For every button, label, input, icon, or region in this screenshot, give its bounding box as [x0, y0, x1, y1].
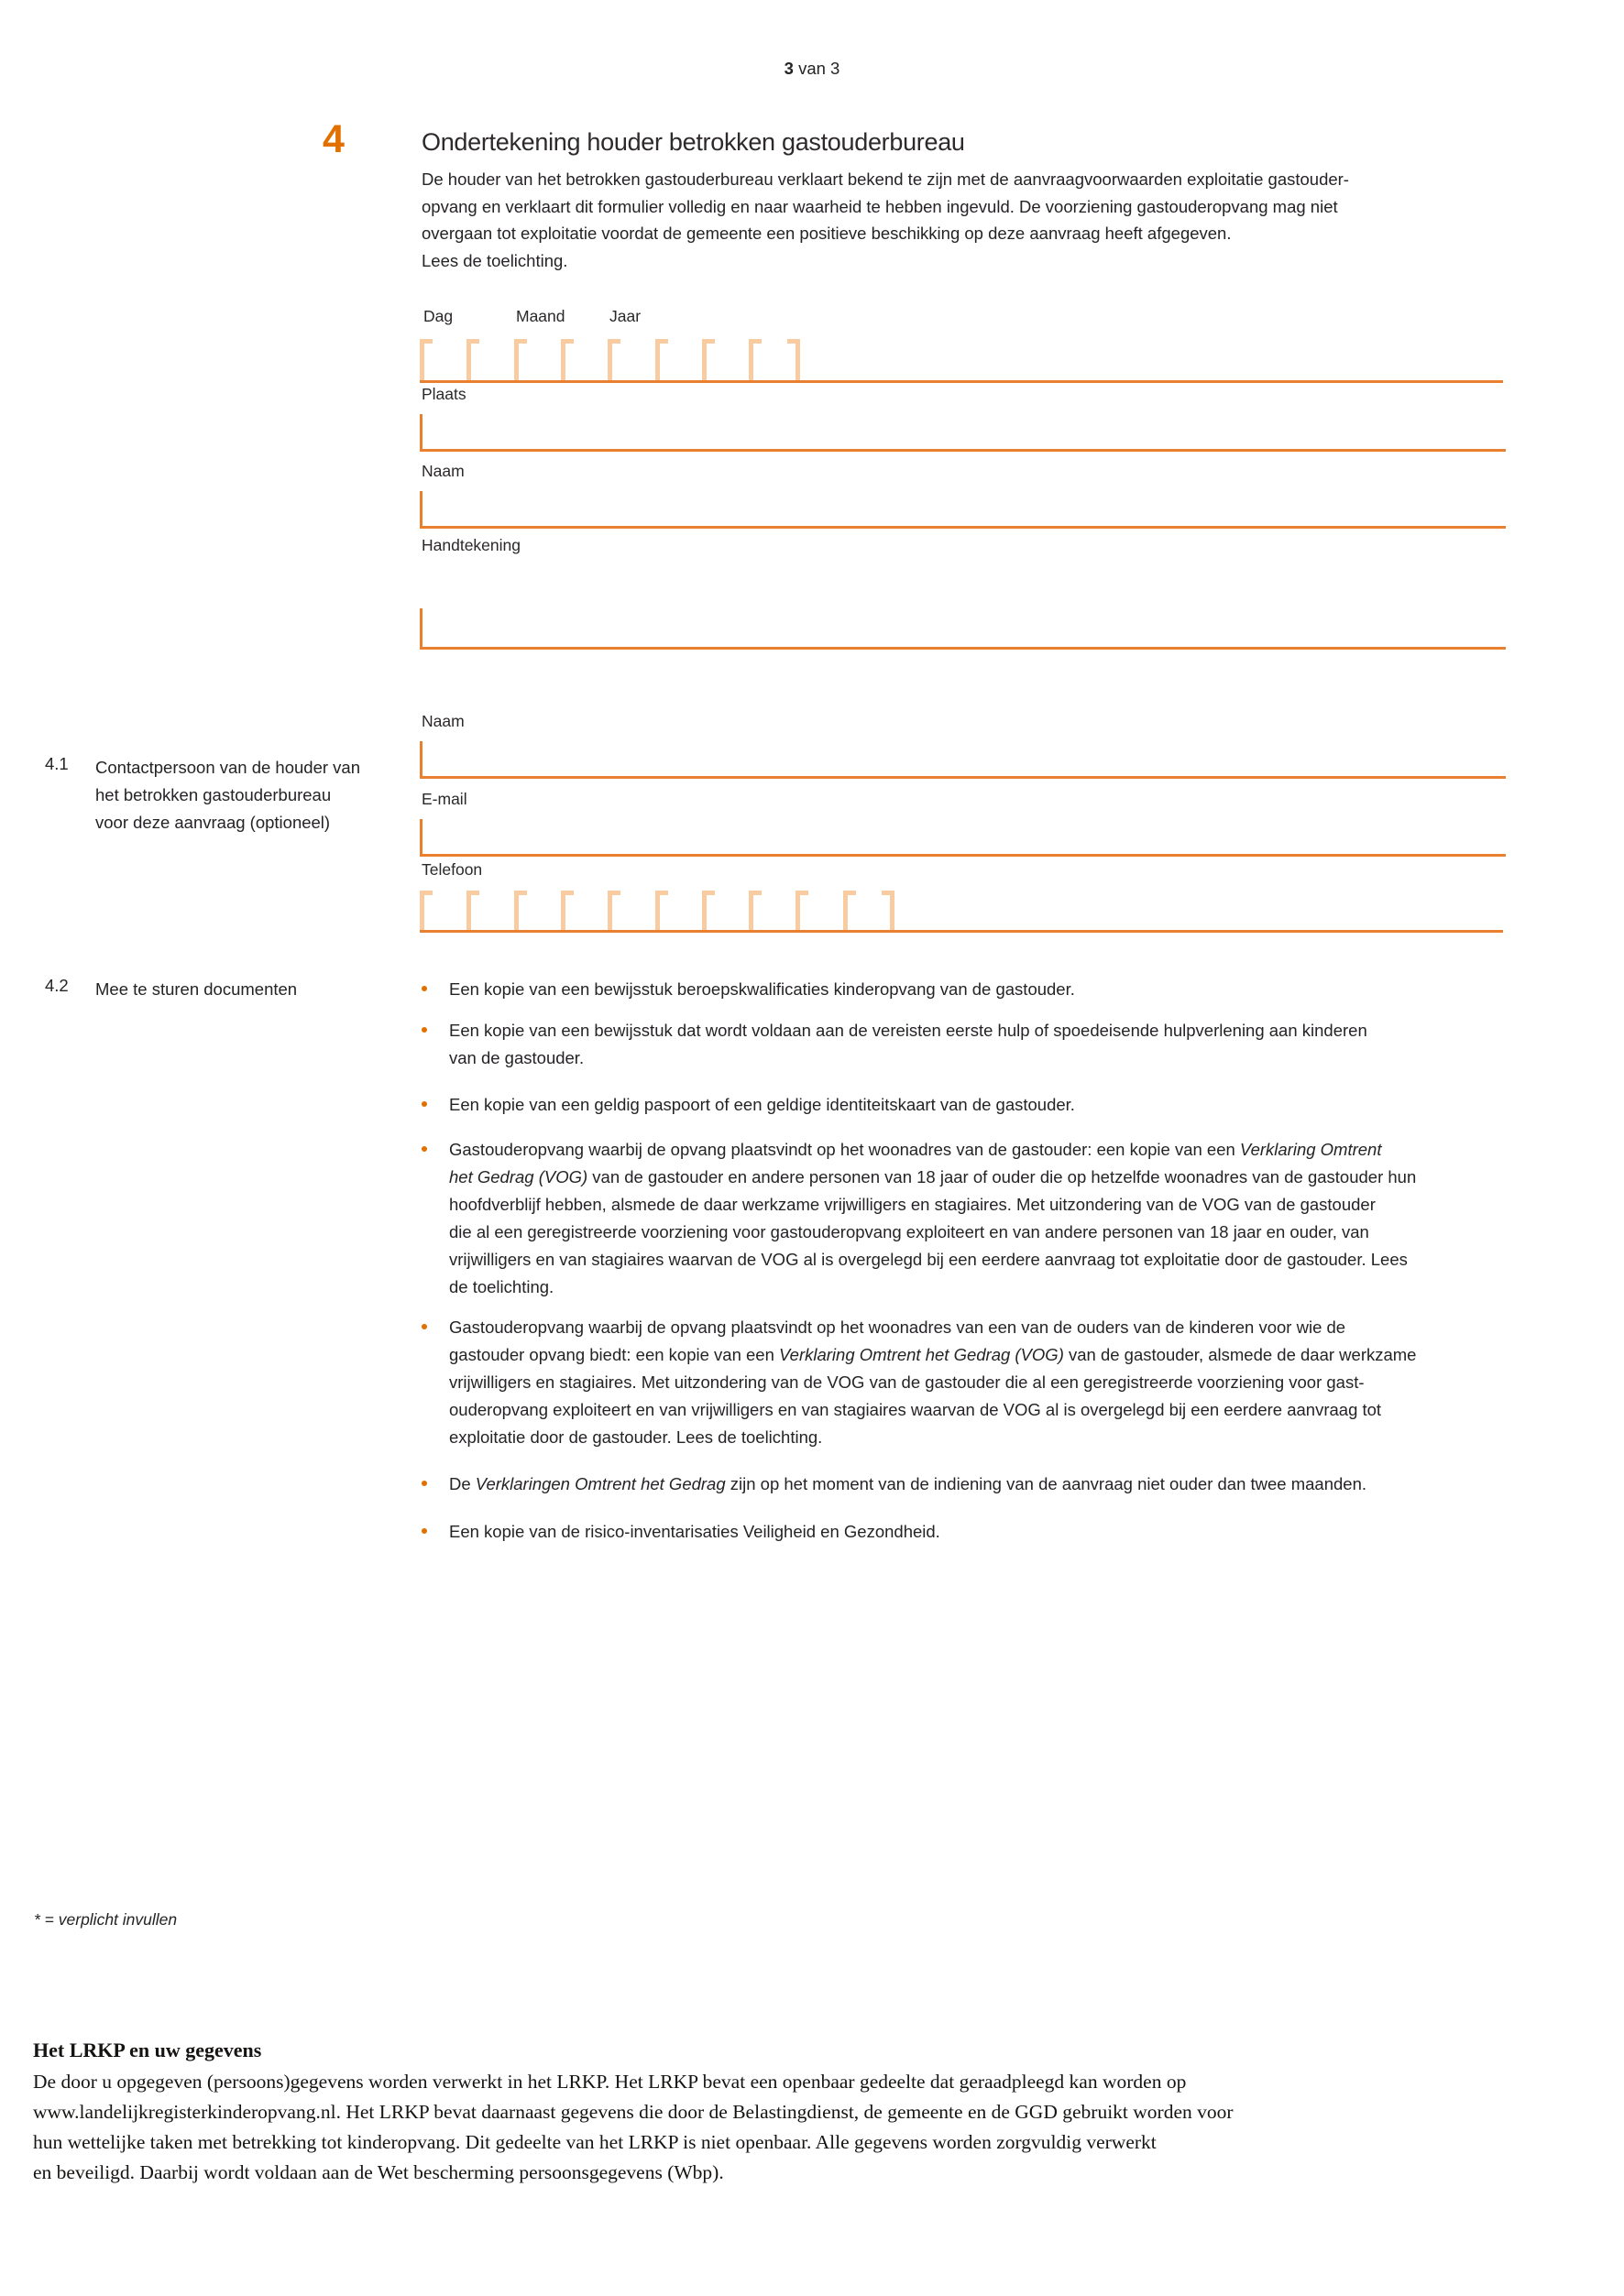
page-number-total: 3	[830, 59, 840, 78]
date-month-label: Maand	[516, 307, 565, 325]
page-number-current: 3	[784, 59, 794, 78]
section-4-number: 4	[323, 117, 344, 161]
naam-input[interactable]	[420, 491, 1506, 529]
contact-naam-label: Naam	[422, 712, 465, 730]
document-bullet-1: Een kopie van een bewijsstuk beroepskwalificaties kinderopvang van de gastouder.	[449, 976, 1075, 1003]
handtekening-label: Handtekening	[422, 536, 521, 554]
document-bullet-4: Gastouderopvang waarbij de opvang plaatsvindt op het woonadres van de gastouder: een kopie van een Verklaring Omtrent het Gedrag (VOG) van de gastouder en andere personen van 18 jaar of ouder die op hetzelfde woonadres van de gastouder hun hoofdverblijf hebben, alsmede de daar werkzame vrijwilligers en stagiaires. Met uitzondering van de VOG van de gastouder die al een geregistreerde voorziening voor gastouderopvang exploiteert en van andere personen van 18 jaar en ouder, van vrijwilligers en van stagiaires waarvan de VOG al is overgelegd bij een eerdere aanvraag tot exploitatie door de gastouder. Lees de toelichting.	[449, 1136, 1416, 1301]
document-bullet-7: Een kopie van de risico-inventarisaties Veiligheid en Gezondheid.	[449, 1518, 940, 1546]
date-year-label: Jaar	[609, 307, 642, 325]
document-bullet-3: Een kopie van een geldig paspoort of een geldige identiteitskaart van de gastouder.	[449, 1091, 1075, 1119]
required-footnote: * = verplicht invullen	[34, 1910, 178, 1929]
section-4-intro: De houder van het betrokken gastouderbureau verklaart bekend te zijn met de aanvraagvoorwaarden exploitatie gastouder- opvang en verklaart dit formulier volledig en naar waarheid te hebben ingevuld. De voorziening gastouderopvang mag niet overgaan tot exploitatie voordat de gemeente een positieve beschikking op deze aanvraag heeft afgegeven. Lees de toelichting.	[422, 169, 1349, 271]
plaats-input[interactable]	[420, 414, 1506, 452]
section-4-title: Ondertekening houder betrokken gastouderbureau	[422, 128, 965, 156]
telefoon-input[interactable]	[420, 891, 1503, 933]
lrkp-paragraph: De door u opgegeven (persoons)gegevens worden verwerkt in het LRKP. Het LRKP bevat een openbaar gedeelte dat geraadpleegd kan worden op www.landelijkregisterkinderopvang.nl. Het LRKP bevat daarnaast gegevens die door de Belastingdienst, de gemeente en de GGD gebruikt worden voor hun wettelijke taken met betrekking tot kinderopvang. Dit gedeelte van het LRKP is niet openbaar. Alle gegevens worden zorgvuldig verwerkt en beveiligd. Daarbij wordt voldaan aan de Wet bescherming persoonsgegevens (Wbp).	[33, 2071, 1234, 2183]
section-4-2-number: 4.2	[45, 976, 69, 995]
plaats-label: Plaats	[422, 385, 466, 403]
section-4-2-label	[95, 976, 297, 1003]
document-bullet-2: Een kopie van een bewijsstuk dat wordt voldaan aan de vereisten eerste hulp of spoedeisende hulpverlening aan kinderen van de gastouder.	[449, 1017, 1367, 1072]
telefoon-label: Telefoon	[422, 860, 483, 879]
page-number-separator: van	[793, 59, 831, 78]
section-4-1-label: Contactpersoon van de houder van het betrokken gastouderbureau voor deze aanvraag (optioneel)	[95, 758, 361, 832]
document-bullet-5: Gastouderopvang waarbij de opvang plaatsvindt op het woonadres van een van de ouders van de kinderen voor wie de gastouder opvang biedt: een kopie van een Verklaring Omtrent het Gedrag (VOG) van de gastouder, alsmede de daar werkzame vrijwilligers en stagiaires. Met uitzondering van de VOG van de gastouder die al een geregistreerde voorziening voor gast- ouderopvang exploiteert en van vrijwilligers en van stagiaires waarvan de VOG al is overgelegd bij een eerdere aanvraag tot exploitatie door de gastouder. Lees de toelichting.	[449, 1314, 1416, 1451]
email-label: E-mail	[422, 790, 467, 808]
document-bullet-6: De Verklaringen Omtrent het Gedrag zijn op het moment van de indiening van de aanvraag niet ouder dan twee maanden.	[449, 1471, 1366, 1498]
page-number	[0, 59, 1624, 79]
lrkp-heading: Het LRKP en uw gegevens	[33, 2039, 262, 2061]
date-day-label: Dag	[423, 307, 454, 325]
contact-naam-input[interactable]	[420, 741, 1506, 779]
handtekening-input[interactable]	[420, 608, 1506, 650]
date-input[interactable]	[420, 339, 1503, 383]
email-input[interactable]	[420, 819, 1506, 857]
section-4-2-label-text: Mee te sturen documenten	[95, 979, 298, 999]
naam-label: Naam	[422, 462, 465, 480]
section-4-1-number: 4.1	[45, 754, 69, 773]
